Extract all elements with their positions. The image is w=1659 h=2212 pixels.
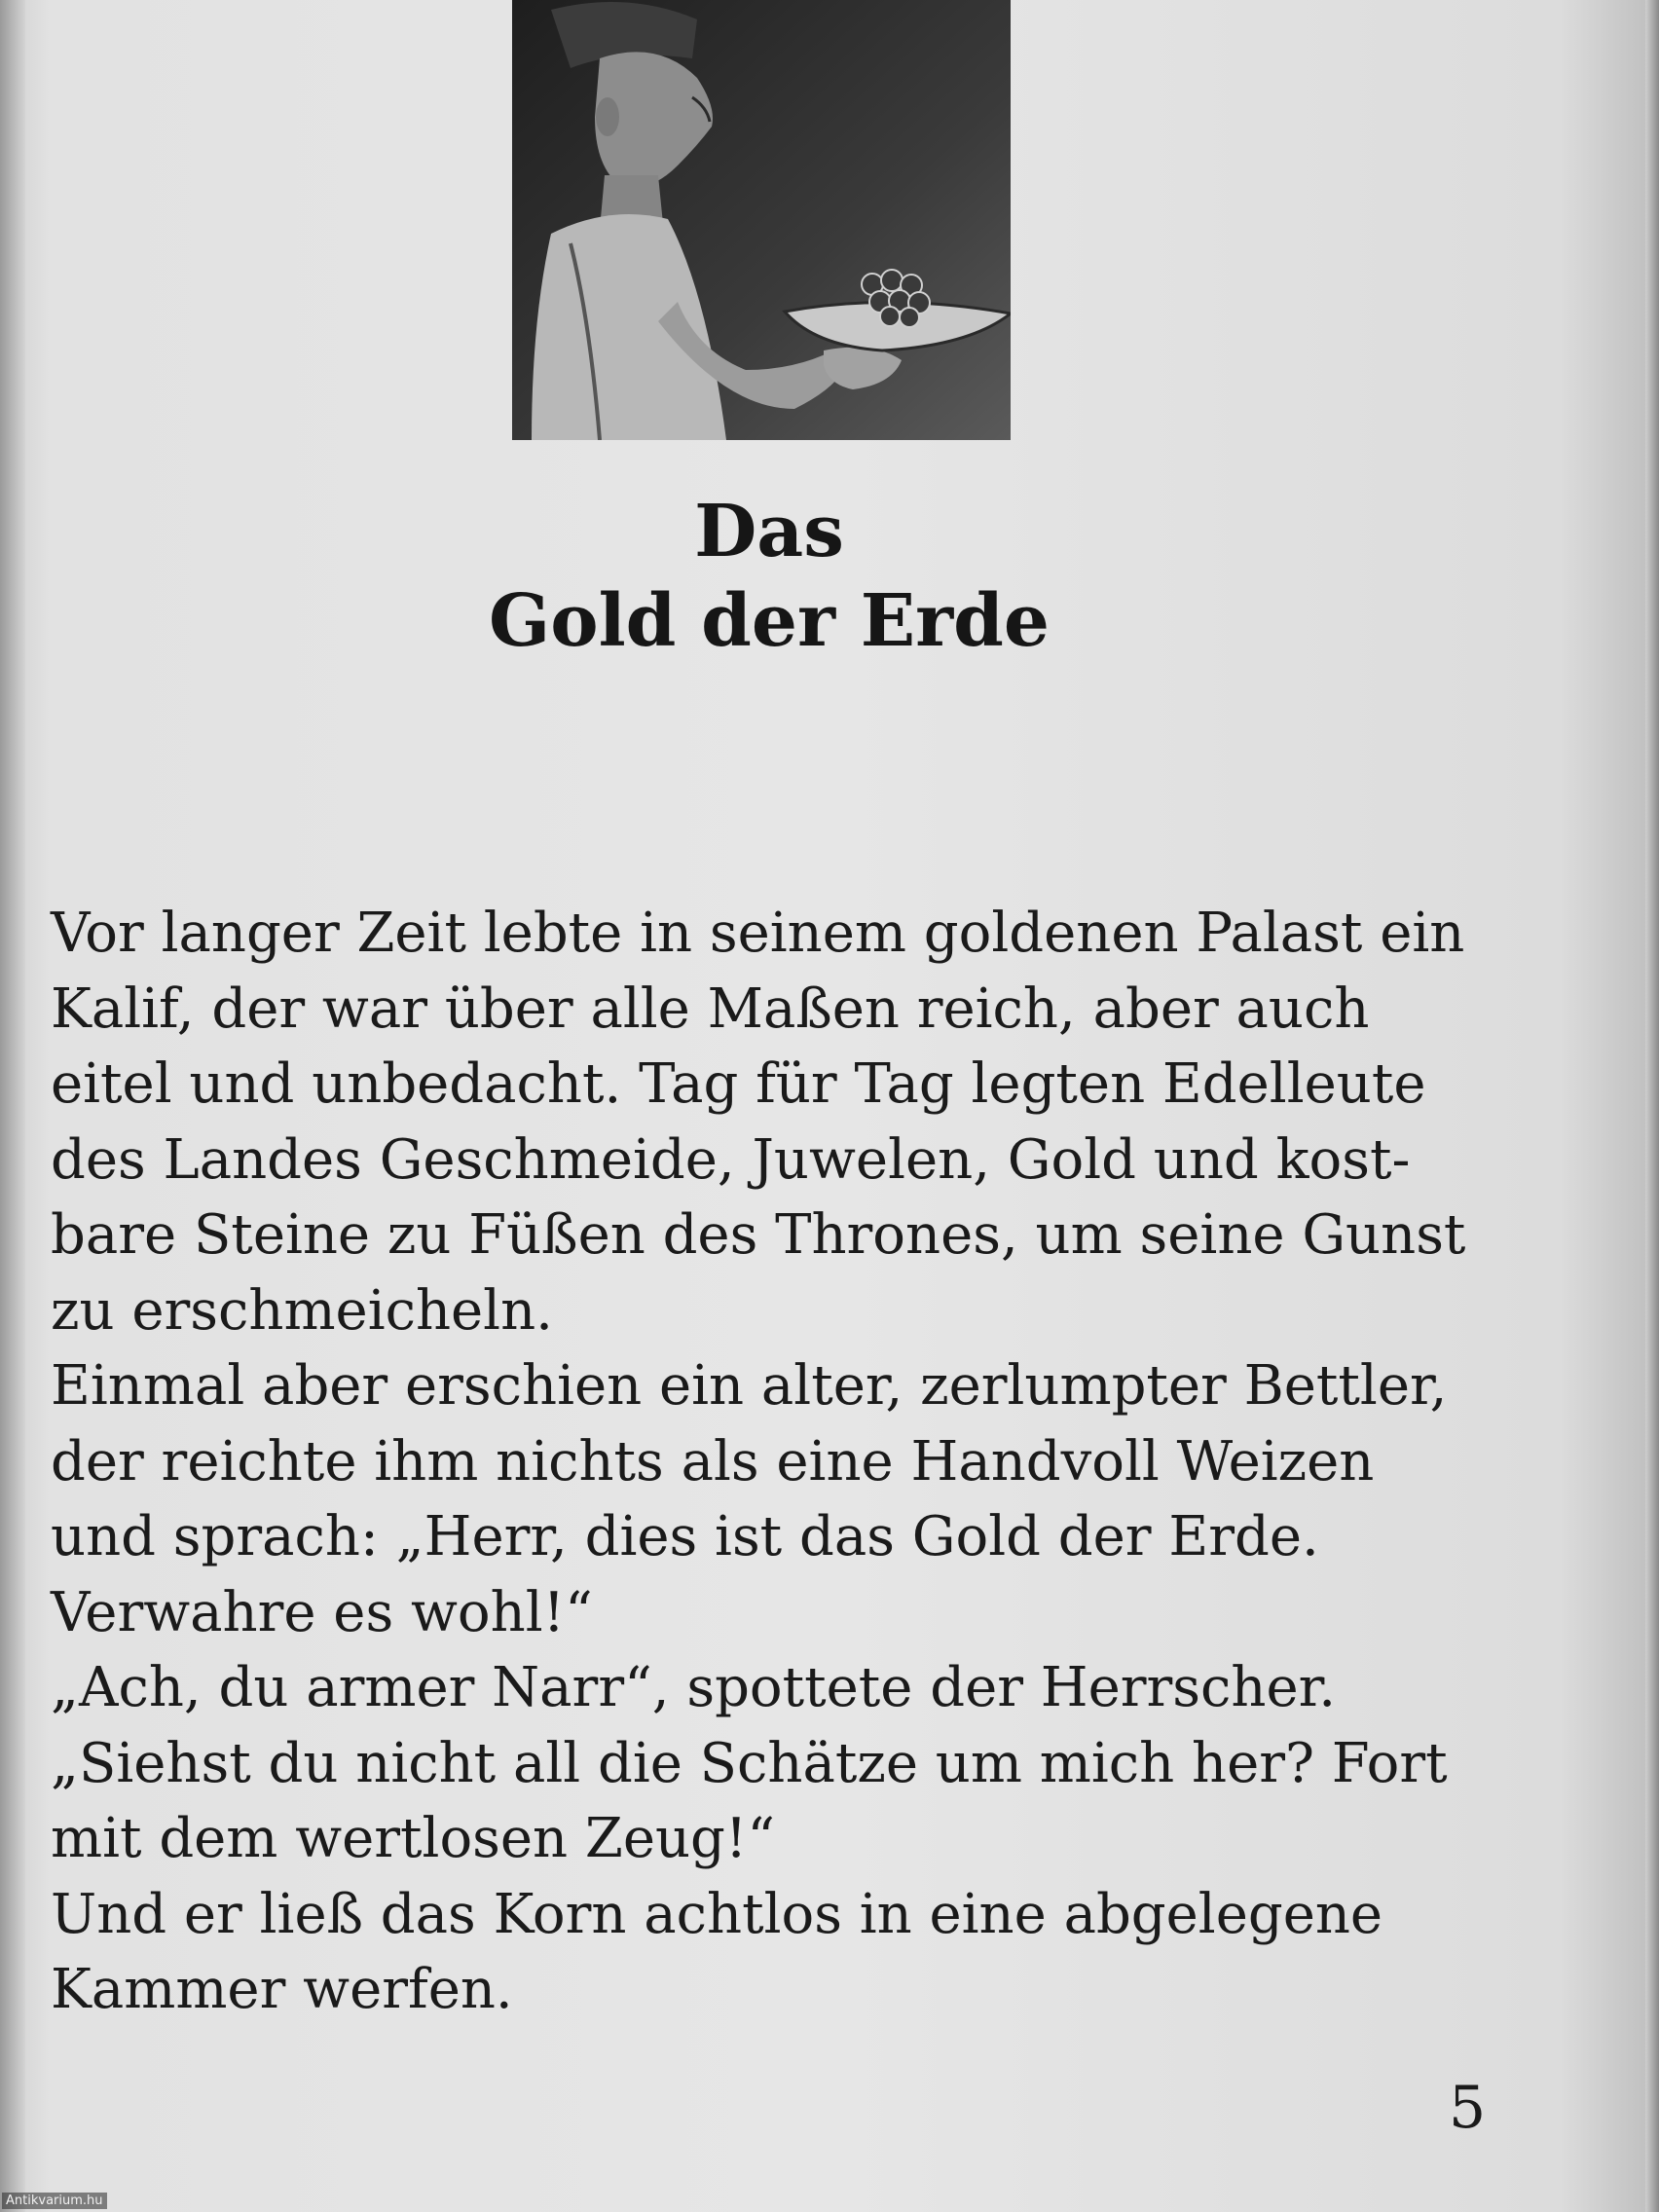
- body-line: Kammer werfen.: [51, 1958, 513, 2021]
- body-line: Und er ließ das Korn achtlos in eine abgelegene: [51, 1882, 1383, 1946]
- page-edge-left: [0, 0, 25, 2212]
- body-line: Kalif, der war über alle Maßen reich, aber auch: [51, 977, 1370, 1041]
- page-number: 5: [1449, 2074, 1487, 2142]
- body-line: und sprach: „Herr, dies ist das Gold der Erde.: [51, 1505, 1319, 1568]
- body-line: Vor langer Zeit lebte in seinem goldenen Palast ein: [51, 902, 1465, 965]
- watermark: Antikvarium.hu: [2, 2193, 107, 2209]
- story-title: [0, 487, 1538, 666]
- body-line: „Siehst du nicht all die Schätze um mich her? Fort: [51, 1731, 1448, 1795]
- body-line: mit dem wertlosen Zeug!“: [51, 1807, 776, 1870]
- man-with-fruit-bowl-illustration: [512, 0, 1011, 440]
- body-line: eitel und unbedacht. Tag für Tag legten Edelleute: [51, 1052, 1426, 1116]
- body-line: des Landes Geschmeide, Juwelen, Gold und kost-: [51, 1127, 1411, 1192]
- body-line: zu erschmeicheln.: [51, 1278, 553, 1343]
- illustration-image: [512, 0, 1011, 440]
- body-line: bare Steine zu Füßen des Thrones, um seine Gunst: [51, 1203, 1466, 1267]
- title-line-2: Gold der Erde: [489, 579, 1050, 663]
- body-line: Einmal aber erschien ein alter, zerlumpter Bettler,: [51, 1354, 1448, 1418]
- title-line-1: Das: [694, 490, 844, 573]
- story-body: [51, 896, 1550, 2028]
- body-line: Verwahre es wohl!“: [51, 1580, 593, 1644]
- page-edge-right: [1645, 0, 1659, 2212]
- body-line: der reichte ihm nichts als eine Handvoll Weizen: [51, 1429, 1375, 1493]
- body-line: „Ach, du armer Narr“, spottete der Herrscher.: [51, 1656, 1337, 1719]
